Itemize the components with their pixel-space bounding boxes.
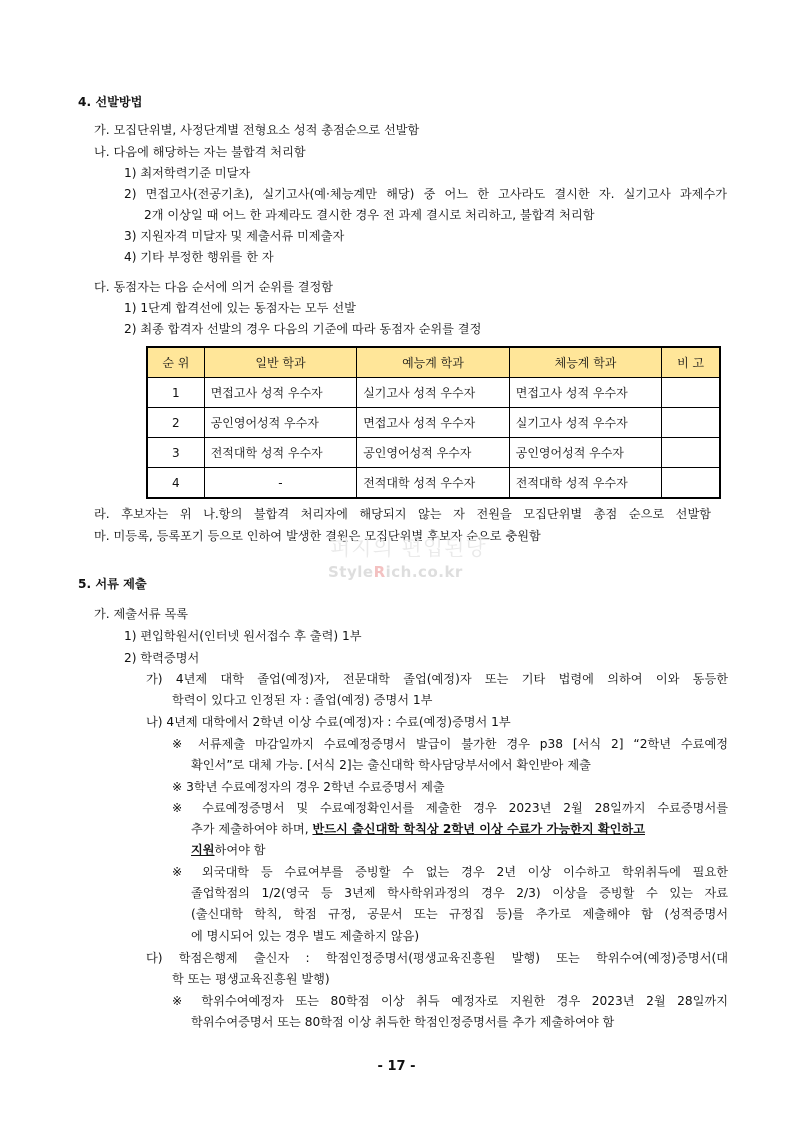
- s4-na-3: 3) 지원자격 미달자 및 제출서류 미제출자: [124, 229, 345, 243]
- table-row: [147, 378, 720, 408]
- s5-note-3b: 추가 제출하여야 하며, 반드시 출신대학 학칙상 2학년 이상 수료가 가능한지 확인하고: [191, 822, 645, 836]
- s5-ga-2: 2) 학력증명서: [124, 651, 200, 665]
- s4-na-2a: 2) 면접고사(전공기초), 실기고사(예·체능계만 해당) 중 어느 한 고사라도 결시한 자. 실기고사 과제수가: [124, 187, 727, 201]
- table-header-row: [147, 347, 720, 378]
- table-cell: [662, 378, 720, 408]
- s5-ga-2-da-b: 학 또는 평생교육진흥원 발행): [172, 972, 330, 986]
- table-row: [147, 438, 720, 468]
- s5-note-4b: 졸업학점의 1/2(영국 등 3년제 학사학위과정의 경우 2/3) 이상을 증빙할 수 있는 자료: [191, 886, 728, 900]
- table-row: [147, 468, 720, 499]
- section-5-heading: 5. 서류 제출: [78, 577, 147, 591]
- s5-item-ga: 가. 제출서류 목록: [94, 607, 189, 621]
- s5-ga-2-ga-b: 학력이 있다고 인정된 자 : 졸업(예정) 증명서 1부: [172, 693, 433, 707]
- s5-note-3b-emphasis: 반드시 출신대학 학칙상 2학년 이상 수료가 가능한지 확인하고: [312, 822, 645, 836]
- table-header: 체능계 학과: [509, 347, 662, 378]
- table-cell: 면접고사 성적 우수자: [357, 408, 510, 438]
- s5-da-note-1a: ※ 학위수여예정자 또는 80학점 이상 취득 예정자로 지원한 경우 2023년 2월 28일까지: [172, 994, 728, 1008]
- table-cell: 2: [147, 408, 204, 438]
- watermark-url: StyleRich.co.kr: [328, 563, 463, 581]
- s5-da-note-1b: 학위수여증명서 또는 80학점 이상 취득한 학점인정증명서를 추가 제출하여야 함: [191, 1015, 615, 1029]
- s5-note-3c: 지원하여야 함: [191, 843, 266, 857]
- s4-item-na: 나. 다음에 해당하는 자는 불합격 처리함: [94, 145, 306, 159]
- table-header: 비 고: [662, 347, 720, 378]
- table-cell: 3: [147, 438, 204, 468]
- table-row: [147, 408, 720, 438]
- s4-item-ga: 가. 모집단위별, 사정단계별 전형요소 성적 총점순으로 선발함: [94, 123, 420, 137]
- s5-note-1b: 확인서”로 대체 가능. [서식 2]는 출신대학 학사담당부서에서 확인받아 제출: [191, 758, 591, 772]
- s5-note-4a: ※ 외국대학 등 수료여부를 증빙할 수 없는 경우 2년 이상 이수하고 학위취득에 필요한: [172, 865, 728, 879]
- table-header: 순 위: [147, 347, 204, 378]
- table-cell: 전적대학 성적 우수자: [509, 468, 662, 499]
- table-cell: 공인영어성적 우수자: [204, 408, 357, 438]
- table-cell: 면접고사 성적 우수자: [509, 378, 662, 408]
- s5-ga-2-na: 나) 4년제 대학에서 2학년 이상 수료(예정)자 : 수료(예정)증명서 1부: [146, 715, 511, 729]
- table-cell: [662, 468, 720, 499]
- s4-na-1: 1) 최저학력기준 미달자: [124, 166, 251, 180]
- s5-note-4d: 에 명시되어 있는 경우 별도 제출하지 않음): [191, 929, 420, 943]
- table-cell: 실기고사 성적 우수자: [357, 378, 510, 408]
- table-header: 예능계 학과: [357, 347, 510, 378]
- table-cell: -: [204, 468, 357, 499]
- tiebreak-table: [146, 346, 721, 499]
- table-cell: 4: [147, 468, 204, 499]
- table-cell: 실기고사 성적 우수자: [509, 408, 662, 438]
- s4-da-1: 1) 1단계 합격선에 있는 동점자는 모두 선발: [124, 301, 356, 315]
- s5-note-4c: (출신대학 학칙, 학점 규정, 공문서 또는 규정집 등)를 추가로 제출해야 함 (성적증명서: [191, 907, 728, 921]
- s5-note-3a: ※ 수료예정증명서 및 수료예정확인서를 제출한 경우 2023년 2월 28일까지 수료증명서를: [172, 801, 728, 815]
- s4-da-2: 2) 최종 합격자 선발의 경우 다음의 기준에 따라 동점자 순위를 결정: [124, 322, 482, 336]
- table-cell: 면접고사 성적 우수자: [204, 378, 357, 408]
- section-4-heading: 4. 선발방법: [78, 95, 143, 109]
- page-number: - 17 -: [377, 1059, 416, 1074]
- watermark-text: 퍼지의 편입된당: [330, 536, 487, 560]
- table-header: 일반 학과: [204, 347, 357, 378]
- s4-item-ma: 마. 미등록, 등록포기 등으로 인하여 발생한 결원은 모집단위별 후보자 순으로 충원함: [94, 529, 541, 543]
- table-cell: 전적대학 성적 우수자: [204, 438, 357, 468]
- table-cell: 공인영어성적 우수자: [509, 438, 662, 468]
- table-cell: 전적대학 성적 우수자: [357, 468, 510, 499]
- s4-na-2b: 2개 이상일 때 어느 한 과제라도 결시한 경우 전 과제 결시로 처리하고, 불합격 처리함: [144, 208, 595, 222]
- s5-ga-2-da-a: 다) 학점은행제 출신자 : 학점인정증명서(평생교육진흥원 발행) 또는 학위수여(예정)증명서(대: [146, 951, 728, 965]
- table-cell: 공인영어성적 우수자: [357, 438, 510, 468]
- table-cell: [662, 408, 720, 438]
- s5-ga-2-ga-a: 가) 4년제 대학 졸업(예정)자, 전문대학 졸업(예정)자 또는 기타 법령에 의하여 이와 동등한: [146, 672, 728, 686]
- s4-na-4: 4) 기타 부정한 행위를 한 자: [124, 250, 274, 264]
- table-cell: 1: [147, 378, 204, 408]
- table-cell: [662, 438, 720, 468]
- s5-note-2: ※ 3학년 수료예정자의 경우 2학년 수료증명서 제출: [172, 780, 445, 794]
- s5-note-1a: ※ 서류제출 마감일까지 수료예정증명서 발급이 불가한 경우 p38 [서식 2] “2학년 수료예정: [172, 737, 728, 751]
- s4-item-ra: 라. 후보자는 위 나.항의 불합격 처리자에 해당되지 않는 자 전원을 모집단위별 총점 순으로 선발함: [94, 507, 711, 521]
- s5-ga-1: 1) 편입학원서(인터넷 원서접수 후 출력) 1부: [124, 629, 362, 643]
- s4-item-da: 다. 동점자는 다음 순서에 의거 순위를 결정함: [94, 280, 334, 294]
